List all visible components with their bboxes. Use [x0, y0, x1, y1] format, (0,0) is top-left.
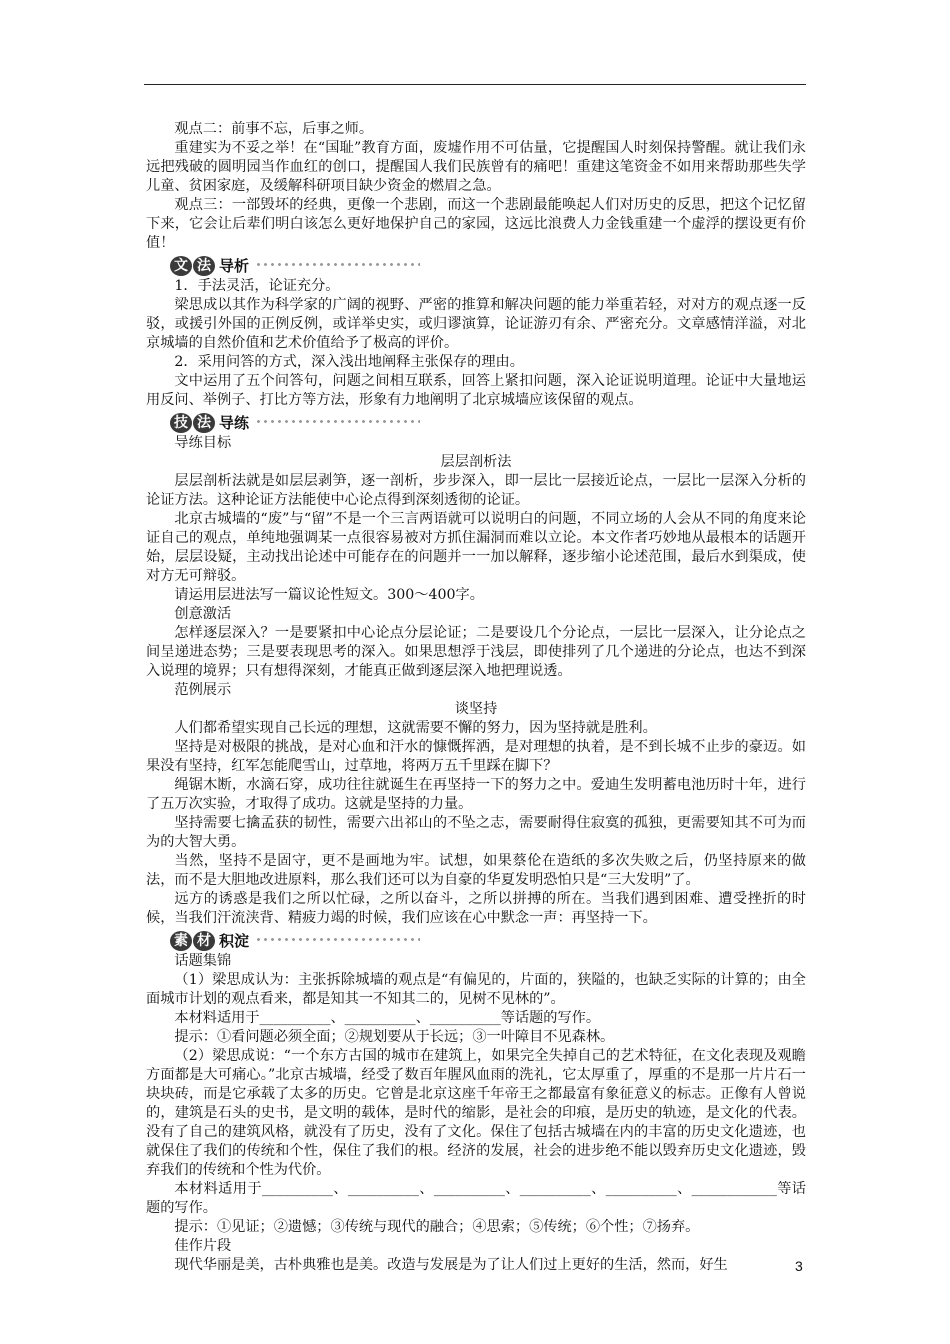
wenfa-paragraph: 文中运用了五个问答句，问题之间相互联系，回答上紧扣问题，深入论证说明道理。论证中大量地运用反问、举例子、打比方等方法，形象有力地阐明了北京城墙应该保留的观点。: [146, 373, 806, 408]
sucai-paragraph: 提示：①见证；②遗憾；③传统与现代的融合；④思索；⑤传统；⑥个性；⑦扬弃。: [174, 1219, 700, 1235]
jifa-paragraph: 怎样逐层深入？一是要紧扣中心论点分层论证；二是要设几个分论点，一层比一层深入，让分论点之间呈递进态势；三是要表现思考的深入。如果思想浮于浅层，即使排列了几个递进的分论点，也达不到深入说理的境界；只有想得深刻，才能真正做到逐层深入地把理说透。: [146, 625, 806, 679]
section-title: 导练: [219, 413, 250, 432]
wenfa-paragraph: 2．采用问答的方式，深入浅出地阐释主张保存的理由。: [174, 354, 524, 370]
sucai-paragraph: （1）梁思成认为：主张拆除城墙的观点是“有偏见的，片面的，狭隘的，也缺乏实际的计算的；由全面城市计划的观点看来，都是知其一不知其二的，见树不见林的”。: [146, 972, 806, 1007]
subsection-label: 范例展示: [174, 682, 232, 698]
section-badge: 法: [193, 256, 215, 276]
jifa-paragraph: 请运用层进法写一篇议论性短文。300～400字。: [174, 587, 484, 603]
jifa-paragraph: 层层剖析法就是如层层剥笋，逐一剖析，步步深入，即一层比一层接近论点，一层比一层深入分析的论证方法。这种论证方法能使中心论点得到深刻透彻的论证。: [146, 473, 806, 508]
essay-paragraph: 坚持是对极限的挑战，是对心血和汗水的慷慨挥洒，是对理想的执着，是不到长城不止步的豪迈。如果没有坚持，红军怎能爬雪山，过草地，将两万五千里踩在脚下？: [146, 739, 806, 774]
essay-paragraph: 当然，坚持不是固守，更不是画地为牢。试想，如果蔡伦在造纸的多次失败之后，仍坚持原来的做法，而不是大胆地改进原料，那么我们还可以为自豪的华夏发明恐怕只是“三大发明”了。: [146, 853, 806, 888]
essay-paragraph: 坚持需要七擒孟获的韧性，需要六出祁山的不坠之志，需要耐得住寂寞的孤独，更需要知其不可为而为的大智大勇。: [146, 815, 806, 850]
section-header-jifa: [170, 412, 806, 434]
sucai-paragraph: （2）梁思成说：“一个东方古国的城市在建筑上，如果完全失掉自己的艺术特征，在文化表现及观瞻方面都是大可痛心。”北京古城墙，经受了数百年腥风血雨的洗礼，它太厚重了，厚重的不是那一片片石一块块砖，而是它承载了太多的历史。它曾是北京这座千年帝王之都最富有象征意义的标志。正像有人曾说的，建筑是石头的史书，是文明的载体，是时代的缩影，是社会的印痕，是历史的轨迹，是文化的代表。没有了自己的建筑风格，就没有了历史，没有了文化。保住了包括古城墙在内的丰富的历史文化遗迹，也就保住了我们的传统和个性，保住了我们的根。经济的发展，社会的进步绝不能以毁弃历史文化遗迹，毁弃我们的传统和个性为代价。: [146, 1048, 806, 1178]
essay-title: 谈坚持: [454, 701, 498, 717]
section-badge: 法: [193, 413, 215, 433]
section-header-wenfa: [170, 255, 806, 277]
subsection-title: 层层剖析法: [440, 454, 512, 470]
dotted-divider: [255, 262, 420, 270]
section-title: 导析: [219, 256, 250, 275]
intro-paragraph: 观点三：一部毁坏的经典，更像一个悲剧，而这一个悲剧最能唤起人们对历史的反思，把这个记忆留下来，它会让后辈们明白该怎么更好地保护自己的家园，这远比浪费人力金钱重建一个虚浮的摆设更有价值！: [146, 197, 806, 251]
wenfa-paragraph: 1．手法灵活，论证充分。: [174, 278, 340, 294]
subsection-label: 创意激活: [174, 606, 232, 622]
section-header-sucai: [170, 930, 806, 952]
intro-paragraph: 观点二：前事不忘，后事之师。: [174, 121, 374, 137]
subsection-label: 话题集锦: [174, 953, 232, 969]
dotted-divider: [255, 937, 420, 945]
intro-paragraph: 重建实为不妥之举！在“国耻”教育方面，废墟作用不可估量，它提醒国人时刻保持警醒。就让我们永远把残破的圆明园当作血红的创口，提醒国人我们民族曾有的痛吧！重建这笔资金不如用来帮助那些失学儿童、贫困家庭，及缓解科研项目缺少资金的燃眉之急。: [146, 140, 806, 194]
section-badge: 技: [170, 413, 192, 433]
dotted-divider: [255, 419, 420, 427]
section-badge: 文: [170, 256, 192, 276]
sucai-paragraph: 本材料适用于__________、__________、__________等话题的写作。: [174, 1010, 601, 1026]
section-badge: 材: [193, 931, 215, 951]
section-badge: 素: [170, 931, 192, 951]
essay-paragraph: 远方的诱惑是我们之所以忙碌，之所以奋斗，之所以拼搏的所在。当我们遇到困难、遭受挫折的时候，当我们汗流浃背、精疲力竭的时候，我们应该在心中默念一声：再坚持一下。: [146, 891, 806, 926]
header-rule: [144, 84, 806, 85]
page-content: [146, 120, 806, 1275]
sucai-paragraph: 提示：①看问题必须全面；②规划要从于长远；③一叶障目不见森林。: [174, 1029, 615, 1045]
subsection-label: 导练目标: [174, 435, 232, 451]
section-title: 积淀: [219, 931, 250, 950]
subsection-label: 佳作片段: [174, 1238, 232, 1254]
jifa-paragraph: 北京古城墙的“废”与“留”不是一个三言两语就可以说明白的问题，不同立场的人会从不同的角度来论证自己的观点，单纯地强调某一点很容易被对方抓住漏洞而难以立论。本文作者巧妙地从最根本的话题开始，层层设疑，主动找出论述中可能存在的问题并一一加以解释，逐步缩小论述范围，最后水到渠成，使对方无可辩驳。: [146, 511, 806, 584]
sucai-paragraph: 本材料适用于__________、__________、__________、__________、__________、____________等话题的写作。: [146, 1181, 806, 1216]
essay-paragraph: 绳锯木断，水滴石穿，成功往往就诞生在再坚持一下的努力之中。爱迪生发明蓄电池历时十年，进行了五万次实验，才取得了成功。这就是坚持的力量。: [146, 777, 806, 812]
wenfa-paragraph: 梁思成以其作为科学家的广阔的视野、严密的推算和解决问题的能力举重若轻，对对方的观点逐一反驳，或援引外国的正例反例，或详举史实，或归谬演算，论证游刃有余、严密充分。文章感情洋溢，对北京城墙的自然价值和艺术价值给予了极高的评价。: [146, 297, 806, 351]
essay-paragraph: 人们都希望实现自己长远的理想，这就需要不懈的努力，因为坚持就是胜利。: [174, 720, 657, 736]
sucai-paragraph: 现代华丽是美，古朴典雅也是美。改造与发展是为了让人们过上更好的生活，然而，好生: [174, 1257, 728, 1273]
page-number: 3: [795, 1258, 803, 1274]
